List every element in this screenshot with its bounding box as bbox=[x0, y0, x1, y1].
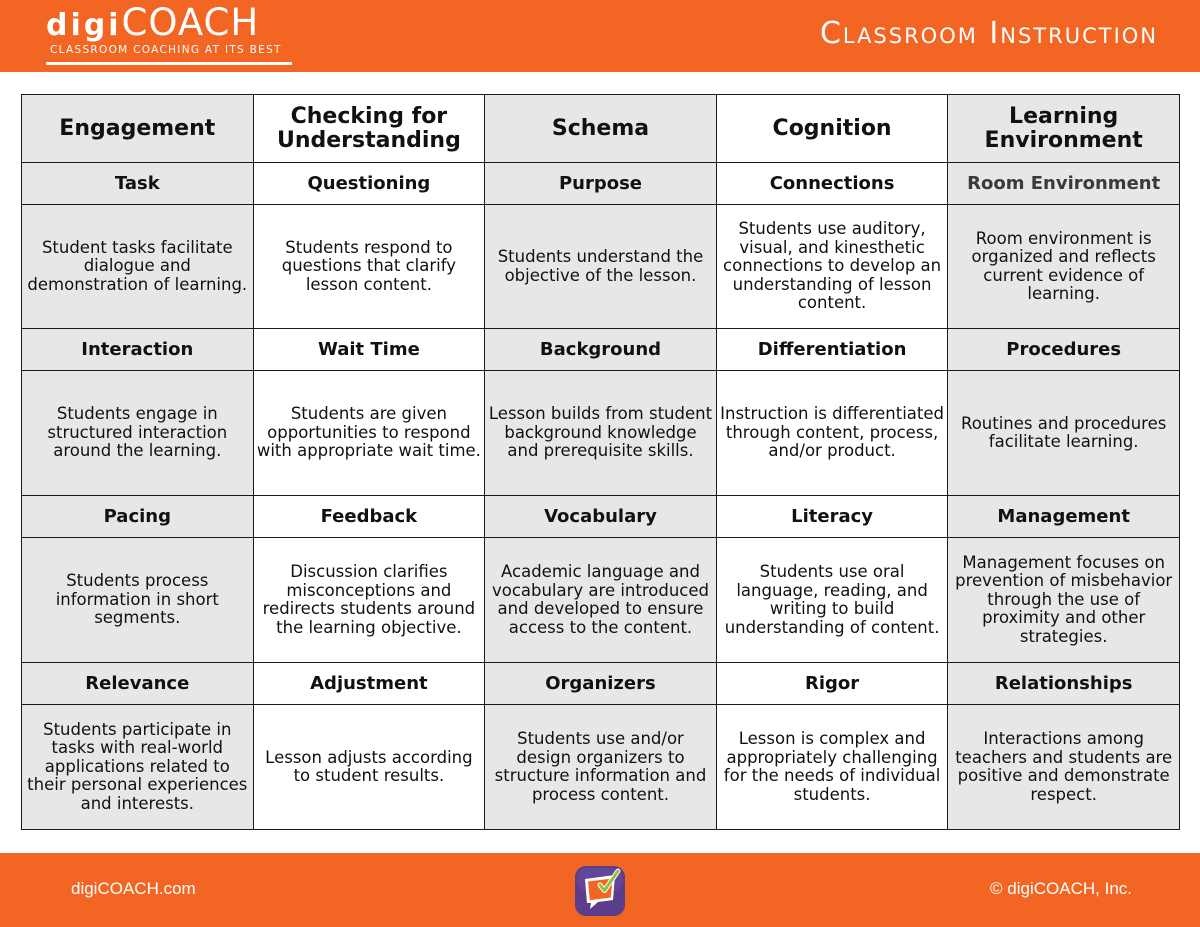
copyright-text: © digiCOACH, Inc. bbox=[990, 879, 1132, 898]
instruction-matrix bbox=[21, 94, 1180, 830]
column-header-row bbox=[22, 95, 1180, 163]
column-header: Learning Environment bbox=[948, 95, 1180, 163]
indicator-label: Organizers bbox=[485, 663, 717, 705]
indicator-description: Students engage in structured interaction around the learning. bbox=[22, 371, 254, 496]
indicator-label: Task bbox=[22, 163, 254, 205]
column-header: Schema bbox=[485, 95, 717, 163]
indicator-row bbox=[22, 163, 1180, 205]
indicator-label: Literacy bbox=[716, 496, 948, 538]
descriptor-row bbox=[22, 538, 1180, 663]
column-header: Checking for Understanding bbox=[253, 95, 485, 163]
indicator-label: Procedures bbox=[948, 329, 1180, 371]
indicator-description: Students respond to questions that clarify lesson content. bbox=[253, 205, 485, 329]
indicator-description: Instruction is differentiated through content, process, and/or product. bbox=[716, 371, 948, 496]
indicator-label: Vocabulary bbox=[485, 496, 717, 538]
indicator-description: Room environment is organized and reflects current evidence of learning. bbox=[948, 205, 1180, 329]
indicator-label: Questioning bbox=[253, 163, 485, 205]
website-link[interactable]: digiCOACH.com bbox=[71, 879, 196, 898]
indicator-description: Discussion clarifies misconceptions and redirects students around the learning objective. bbox=[253, 538, 485, 663]
indicator-label: Rigor bbox=[716, 663, 948, 705]
indicator-label: Background bbox=[485, 329, 717, 371]
indicator-row bbox=[22, 329, 1180, 371]
logo-tagline: CLASSROOM COACHING AT ITS BEST bbox=[50, 44, 282, 56]
indicator-description: Students use auditory, visual, and kinesthetic connections to develop an understanding of lesson content. bbox=[716, 205, 948, 329]
digicoach-logo[interactable] bbox=[46, 1, 294, 66]
indicator-label: Pacing bbox=[22, 496, 254, 538]
footer-bar bbox=[0, 853, 1200, 927]
indicator-label: Differentiation bbox=[716, 329, 948, 371]
logo-underline bbox=[46, 62, 292, 65]
logo-wordmark: digiCOACH bbox=[46, 1, 260, 44]
indicator-description: Lesson is complex and appropriately challenging for the needs of individual students. bbox=[716, 705, 948, 830]
column-header: Engagement bbox=[22, 95, 254, 163]
indicator-label: Wait Time bbox=[253, 329, 485, 371]
indicator-description: Students use and/or design organizers to structure information and process content. bbox=[485, 705, 717, 830]
indicator-label: Room Environment bbox=[948, 163, 1180, 205]
indicator-description: Students use oral language, reading, and writing to build understanding of content. bbox=[716, 538, 948, 663]
indicator-description: Management focuses on prevention of misbehavior through the use of proximity and other strategies. bbox=[948, 538, 1180, 663]
indicator-row bbox=[22, 663, 1180, 705]
indicator-label: Management bbox=[948, 496, 1180, 538]
header-bar bbox=[0, 0, 1200, 72]
indicator-description: Academic language and vocabulary are introduced and developed to ensure access to the content. bbox=[485, 538, 717, 663]
indicator-description: Lesson adjusts according to student results. bbox=[253, 705, 485, 830]
indicator-label: Feedback bbox=[253, 496, 485, 538]
indicator-label: Adjustment bbox=[253, 663, 485, 705]
descriptor-row bbox=[22, 205, 1180, 329]
indicator-label: Relevance bbox=[22, 663, 254, 705]
indicator-label: Interaction bbox=[22, 329, 254, 371]
descriptor-row bbox=[22, 371, 1180, 496]
indicator-label: Relationships bbox=[948, 663, 1180, 705]
digicoach-app-icon[interactable] bbox=[574, 865, 626, 917]
indicator-label: Purpose bbox=[485, 163, 717, 205]
page-title: Classroom Instruction bbox=[819, 16, 1158, 51]
indicator-description: Student tasks facilitate dialogue and demonstration of learning. bbox=[22, 205, 254, 329]
indicator-description: Students are given opportunities to respond with appropriate wait time. bbox=[253, 371, 485, 496]
indicator-description: Students process information in short segments. bbox=[22, 538, 254, 663]
indicator-description: Students understand the objective of the lesson. bbox=[485, 205, 717, 329]
descriptor-row bbox=[22, 705, 1180, 830]
indicator-description: Lesson builds from student background knowledge and prerequisite skills. bbox=[485, 371, 717, 496]
indicator-description: Interactions among teachers and students are positive and demonstrate respect. bbox=[948, 705, 1180, 830]
indicator-row bbox=[22, 496, 1180, 538]
indicator-description: Students participate in tasks with real-world applications related to their personal experiences and interests. bbox=[22, 705, 254, 830]
column-header: Cognition bbox=[716, 95, 948, 163]
indicator-description: Routines and procedures facilitate learning. bbox=[948, 371, 1180, 496]
indicator-label: Connections bbox=[716, 163, 948, 205]
